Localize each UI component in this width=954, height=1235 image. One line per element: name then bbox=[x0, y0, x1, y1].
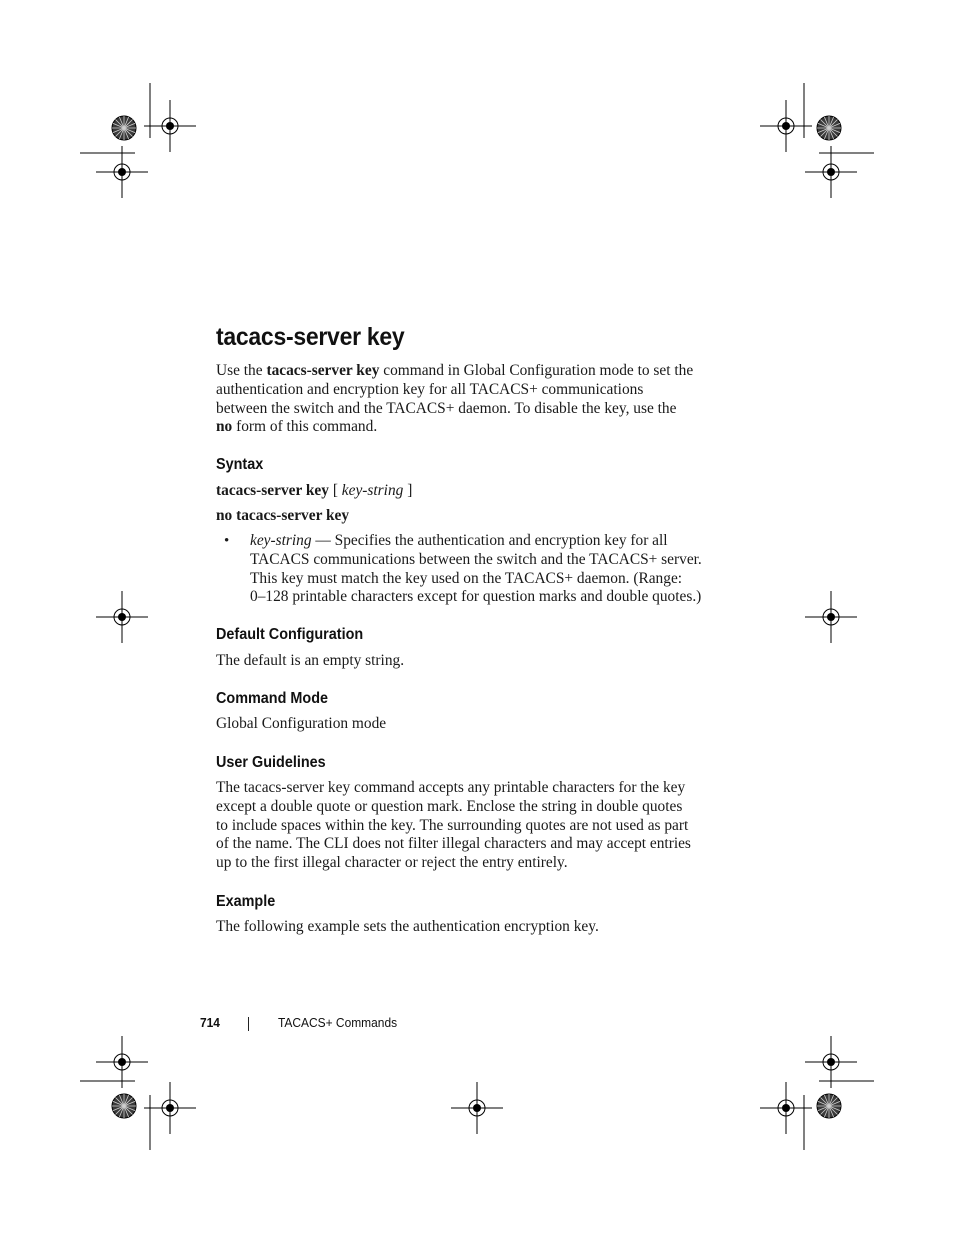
footer-separator bbox=[248, 1017, 249, 1031]
page-title: tacacs-server key bbox=[216, 323, 405, 351]
parameter-description bbox=[250, 532, 720, 607]
page-number: 714 bbox=[200, 1015, 220, 1030]
syntax-command bbox=[216, 482, 716, 501]
bracket-close: ] bbox=[403, 482, 413, 499]
parameter-line: 0–128 printable characters except for question marks and double quotes.) bbox=[250, 588, 702, 606]
default-configuration-line: The default is an empty string. bbox=[216, 652, 405, 669]
user-guidelines-line: up to the first illegal character or reject the entry entirely. bbox=[216, 854, 568, 872]
user-guidelines-text bbox=[216, 779, 716, 873]
syntax-heading: Syntax bbox=[216, 456, 264, 473]
intro-text: command in Global Configuration mode to set the bbox=[379, 362, 694, 379]
parameter-name: key-string bbox=[250, 532, 312, 549]
command-mode-heading: Command Mode bbox=[216, 690, 329, 707]
intro-text: Use the bbox=[216, 362, 267, 379]
syntax-command-name: tacacs-server key bbox=[216, 482, 329, 499]
intro-line: authentication and encryption key for all TACACS+ communications bbox=[216, 380, 644, 398]
command-name: tacacs-server key bbox=[266, 362, 380, 379]
default-configuration-text bbox=[216, 652, 716, 671]
user-guidelines-line: The tacacs-server key command accepts any printable characters for the key bbox=[216, 779, 686, 796]
intro-text: form of this command. bbox=[232, 418, 378, 436]
syntax-no-command-name: no tacacs-server key bbox=[216, 507, 350, 524]
parameter-line: This key must match the key used on the TACACS+ daemon. (Range: bbox=[250, 569, 683, 587]
example-heading: Example bbox=[216, 893, 276, 910]
user-guidelines-line: of the name. The CLI does not filter illegal characters and may accept entries bbox=[216, 835, 691, 853]
syntax-argument: key-string bbox=[341, 482, 404, 499]
intro-paragraph bbox=[216, 362, 716, 437]
parameter-text: — Specifies the authentication and encryption key for all bbox=[311, 532, 668, 549]
example-line: The following example sets the authentication encryption key. bbox=[216, 918, 599, 935]
example-text bbox=[216, 918, 716, 937]
parameter-line: TACACS communications between the switch and the TACACS+ server. bbox=[250, 550, 702, 568]
command-mode-text bbox=[216, 715, 716, 734]
command-mode-line: Global Configuration mode bbox=[216, 715, 387, 732]
default-configuration-heading: Default Configuration bbox=[216, 626, 364, 643]
bullet-icon: • bbox=[224, 533, 230, 549]
user-guidelines-heading: User Guidelines bbox=[216, 754, 326, 771]
no-keyword: no bbox=[216, 418, 233, 436]
intro-line: between the switch and the TACACS+ daemon. To disable the key, use the bbox=[216, 399, 677, 417]
user-guidelines-line: except a double quote or question mark. Enclose the string in double quotes bbox=[216, 797, 683, 815]
bracket-open: [ bbox=[328, 482, 342, 499]
syntax-no-command bbox=[216, 507, 716, 526]
user-guidelines-line: to include spaces within the key. The surrounding quotes are not used as part bbox=[216, 816, 689, 834]
footer-section-title: TACACS+ Commands bbox=[278, 1015, 398, 1030]
